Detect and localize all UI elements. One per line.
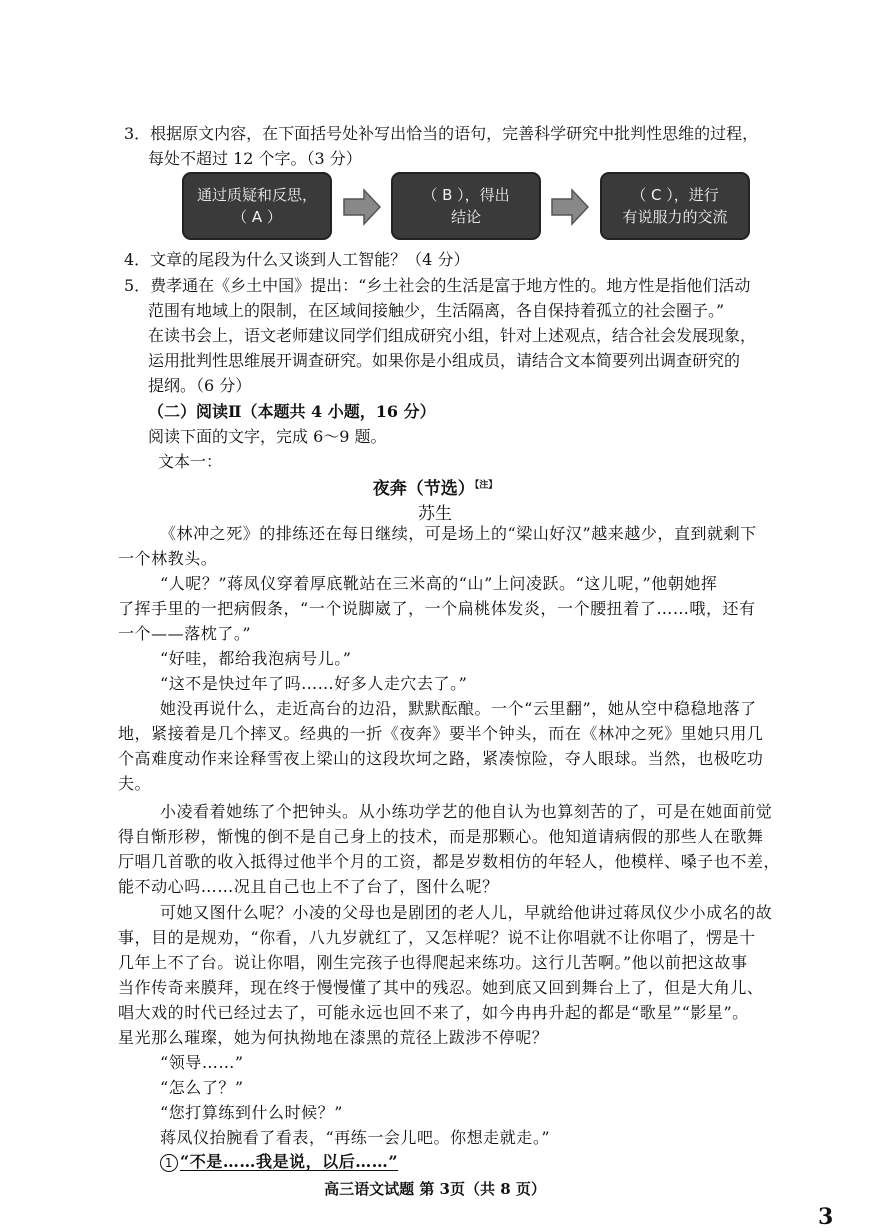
flow-box-a-line-1: 通过质疑和反思， <box>196 186 317 204</box>
paragraph-line: 得自惭形秽，惭愧的倒不是自己身上的技术，而是那颗心。他知道请病假的那些人在歌舞 <box>118 827 764 846</box>
flow-box-c <box>600 172 750 240</box>
flow-arrow-icon <box>550 188 590 226</box>
dialogue-line: “怎么了？” <box>160 1078 244 1097</box>
flow-box-c-line-2: 有说服力的交流 <box>622 208 728 226</box>
question-5-line-1: 5．费孝通在《乡土中国》提出：“乡土社会的生活是富于地方性的。地方性是指他们活动 <box>124 276 751 295</box>
paragraph-line: 当作传奇来膜拜，现在终于慢慢懂了其中的残忍。她到底又回到舞台上了，但是大角儿、 <box>118 978 764 997</box>
paragraph-line: 一个——落枕了。” <box>118 624 252 643</box>
question-5-line-5: 提纲。（6 分） <box>148 376 252 395</box>
paragraph-line: 几年上不了台。说让你唱，刚生完孩子也得爬起来练功。这行儿苦啊。”他以前把这故事 <box>118 953 748 972</box>
text-label: 文本一： <box>158 452 223 471</box>
flow-arrow-icon <box>342 188 382 226</box>
page-number: 3 <box>818 1204 834 1230</box>
paragraph-line: 唱大戏的时代已经过去了，可能永远也回不来了，如今冉冉升起的都是“歌星”“影星”。 <box>118 1003 749 1022</box>
story-title-text: 夜奔（节选） <box>372 479 475 499</box>
question-5-line-4: 运用批判性思维展开调查研究。如果你是小组成员，请结合文本简要列出调查研究的 <box>148 351 741 370</box>
flow-box-b-line-2: 结论 <box>450 208 481 226</box>
question-5-line-3: 在读书会上，语文老师建议同学们组成研究小组，针对上述观点，结合社会发展现象， <box>148 326 757 345</box>
dialogue-line: “您打算练到什么时候？” <box>160 1103 343 1122</box>
story-author: 苏生 <box>418 504 452 524</box>
story-title <box>0 474 870 499</box>
flow-box-a-line-2: （ A ） <box>232 208 282 226</box>
paragraph-line: 能不动心吗……况且自己也上不了台了，图什么呢？ <box>118 877 499 896</box>
paragraph-line: 了挥手里的一把病假条，“一个说脚崴了，一个扁桃体发炎，一个腰扭着了……哦，还有 <box>118 599 756 618</box>
flow-box-b <box>391 172 541 240</box>
section-heading: （二）阅读Ⅱ（本题共 4 小题，16 分） <box>148 402 436 421</box>
question-3-line-2: 每处不超过 12 个字。（3 分） <box>148 149 362 168</box>
dialogue-line: 蒋凤仪抬腕看了看表，“再练一会儿吧。你想走就走。” <box>160 1128 551 1147</box>
circled-number-1: 1 <box>160 1154 178 1172</box>
flow-box-c-line-1: （ C ），进行 <box>631 186 719 204</box>
paragraph-line: 她没再说什么，走近高台的边沿，默默酝酿。一个“云里翻”，她从空中稳稳地落了 <box>160 699 757 718</box>
paragraph-line: 《林冲之死》的排练还在每日继续，可是场上的“梁山好汉”越来越少，直到就剩下 <box>160 524 757 543</box>
paragraph-line: 个高难度动作来诠释雪夜上梁山的这段坎坷之路，紧凑惊险，夺人眼球。当然，也极吃功 <box>118 749 764 768</box>
paragraph-line: 地，紧接着是几个摔叉。经典的一折《夜奔》要半个钟头，而在《林冲之死》里她只用几 <box>118 724 764 743</box>
question-5-line-2: 范围有地域上的限制，在区域间接触少，生活隔离，各自保持着孤立的社会圈子。” <box>148 301 725 320</box>
paragraph-line: 厅唱几首歌的收入抵得过他半个月的工资，都是岁数相仿的年轻人，他模样、嗓子也不差， <box>118 852 781 871</box>
underlined-sentence: “不是……我是说，以后……” <box>180 1152 399 1171</box>
page-footer: 高三语文试题 第 3页（共 8 页） <box>324 1180 546 1198</box>
paragraph-line: “人呢？”蒋凤仪穿着厚底靴站在三米高的“山”上问凌跃。“这儿呢，”他朝她挥 <box>160 574 718 593</box>
paragraph-line: 一个林教头。 <box>118 549 218 568</box>
dialogue-line: “领导……” <box>160 1053 244 1072</box>
paragraph-line: 可她又图什么呢？小凌的父母也是剧团的老人儿，早就给他讲过蒋凤仪少小成名的故 <box>160 903 773 922</box>
flow-box-b-line-1: （ B ），得出 <box>422 186 510 204</box>
paragraph-line: 事，目的是规劝，“你看，八九岁就红了，又怎样呢？说不让你唱就不让你唱了，愣是十 <box>118 928 756 947</box>
paragraph-line: 夫。 <box>118 774 152 793</box>
question-4: 4．文章的尾段为什么又谈到人工智能？（4 分） <box>124 250 470 269</box>
story-note-marker: 【注】 <box>474 480 498 491</box>
paragraph-line: 小凌看着她练了个把钟头。从小练功学艺的他自认为也算刻苦的了，可是在她面前觉 <box>160 802 773 821</box>
section-instruction: 阅读下面的文字，完成 6～9 题。 <box>148 427 387 446</box>
flow-box-a <box>182 172 332 240</box>
paragraph-line: 星光那么璀璨，她为何执拗地在漆黑的荒径上跋涉不停呢？ <box>118 1028 549 1047</box>
dialogue-line: “这不是快过年了吗……好多人走穴去了。” <box>160 674 468 693</box>
dialogue-line: “好哇，都给我泡病号儿。” <box>160 649 352 668</box>
dialogue-line-marked <box>160 1152 398 1172</box>
question-3-line-1: 3．根据原文内容，在下面括号处补写出恰当的语句，完善科学研究中批判性思维的过程， <box>124 124 759 143</box>
